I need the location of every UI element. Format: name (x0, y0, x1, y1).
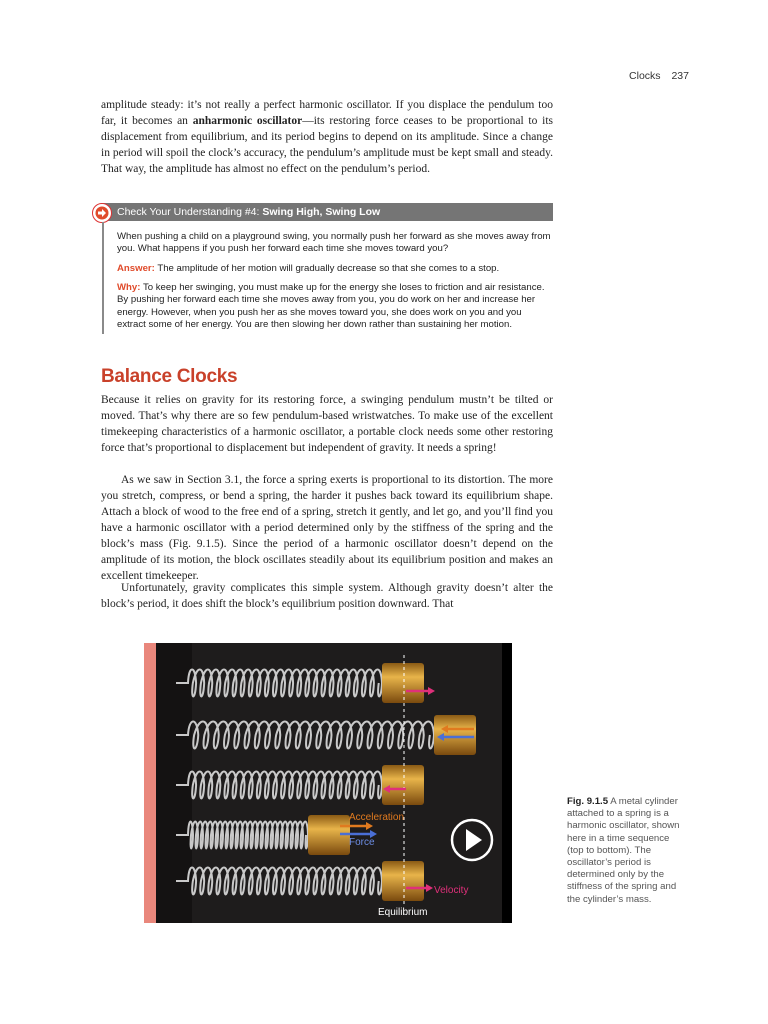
check-understanding-header: Check Your Understanding #4: Swing High, Swing Low (101, 203, 553, 221)
paragraph-spring-force: As we saw in Section 3.1, the force a spring exerts is proportional to its distortion. The more you stretch, compress, or bend a spring, the harder it pushes back toward its equilibrium shape. Attach a block of wood to the free end of a spring, stretch it gently, and let go, and you’ll find you have a harmonic oscillator with a period determined only by the stiffness of the spring and the block’s mass (Fig. 9.1.5). Since the period of a harmonic oscillator doesn’t depend on the amplitude of its motion, the block oscillates steadily about its equilibrium position and makes an excellent timekeeper. (101, 474, 553, 582)
play-button[interactable] (452, 820, 492, 860)
play-icon[interactable] (466, 829, 482, 851)
velocity-label: Velocity (434, 885, 469, 896)
header-section: Clocks (629, 70, 661, 82)
equilibrium-label: Equilibrium (378, 907, 428, 918)
spring-4 (176, 822, 308, 849)
section-heading: Balance Clocks (101, 366, 238, 387)
cylinder-2 (434, 715, 476, 755)
paragraph-pendulum-amplitude: amplitude steady: it’s not really a perfect harmonic oscillator. If you displace the pendulum too far, it becomes an anharmonic oscillator—its restoring force ceases to be proportional to its displacement from equilibrium, and its period begins to depend on its amplitude. Since a change in period will spoil the clock’s accuracy, the pendulum’s amplitude must be kept small and steady. That way, the amplitude has almost no effect on the pendulum’s period. (101, 99, 553, 175)
figure-spring-oscillator (144, 643, 512, 923)
check-understanding-rule (102, 222, 104, 334)
term-anharmonic-oscillator: anharmonic oscillator (192, 115, 303, 127)
spring-5 (176, 868, 382, 895)
spring-3 (176, 772, 382, 799)
force-label: Force (349, 837, 375, 848)
cylinder-5 (382, 861, 424, 901)
oscillator-illustration (144, 643, 512, 923)
spring-1 (176, 670, 382, 697)
figure-caption: Fig. 9.1.5 A metal cylinder attached to a spring is a harmonic oscillator, shown here in a time sequence (top to bottom). The oscillator’s period is determined only by the stiffness of the spring and the cylinder’s mass. (567, 796, 680, 905)
arrow-right-icon (92, 203, 112, 223)
cylinder-3 (382, 765, 424, 805)
cylinder-1 (382, 663, 424, 703)
cyu-why: Why: To keep her swinging, you must make up for the energy she loses to friction and air resistance. By pushing her forward each time she moves away from you, you do work on her and increase her energy. However, when you push her as she moves toward you, she does work on you and you extract some of her energy. You are then slowing her down rather than sustaining her motion. (117, 282, 545, 330)
cyu-answer: Answer: The amplitude of her motion will gradually decrease so that she comes to a stop. (117, 263, 500, 274)
spring-2 (176, 722, 434, 749)
paragraph-gravity: Unfortunately, gravity complicates this simple system. Although gravity doesn’t alter the block’s period, it does shift the block’s equilibrium position downward. That (101, 582, 553, 610)
cyu-question: When pushing a child on a playground swing, you normally push her forward as she moves away from you. What happens if you push her forward each time she moves toward you? (117, 231, 551, 255)
acceleration-label: Acceleration (349, 812, 405, 823)
paragraph-balance-intro: Because it relies on gravity for its restoring force, a swinging pendulum mustn’t be tilted or moved. That’s why there are so few pendulum-based wristwatches. To make use of the excellent timekeeping characteristics of a harmonic oscillator, a portable clock needs some other restoring force that’s proportional to displacement but independent of gravity. It needs a spring! (101, 394, 553, 454)
running-header (621, 70, 689, 82)
page-number: 237 (671, 70, 689, 82)
